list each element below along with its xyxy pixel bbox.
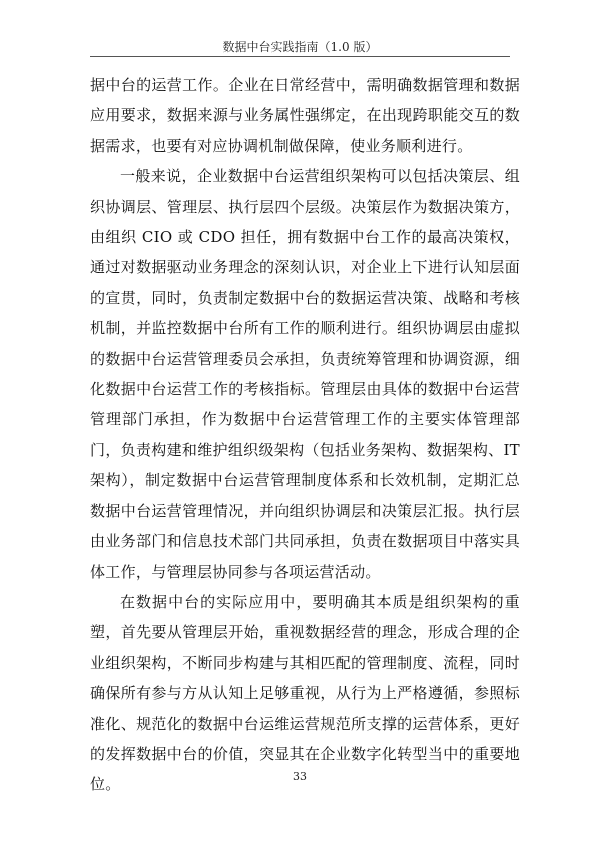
paragraph-continuation: 据中台的运营工作。企业在日常经营中，需明确数据管理和数据应用要求，数据来源与业务属性强绑定，在出现跨职能交互的数据需求，也要有对应协调机制做保障，使业务顺利进行。 (90, 76, 520, 155)
page-number: 33 (293, 770, 307, 783)
header-title: 数据中台实践指南（1.0 版） (222, 40, 378, 54)
paragraph-practical-application: 在数据中台的实际应用中，要明确其本质是组织架构的重塑，首先要从管理层开始，重视数据经营的理念，形成合理的企业组织架构，不断同步构建与其相匹配的管理制度、流程，同时确保所有参与方从认知上足够重视，从行为上严格遵循，参照标准化、规范化的数据中台运维运营规范所支撑的运营体系，更好的发挥数据中台的价值，突显其在企业数字化转型当中的重要地位。 (90, 592, 520, 794)
body-text (90, 70, 520, 800)
paragraph-org-structure: 一般来说，企业数据中台运营组织架构可以包括决策层、组织协调层、管理层、执行层四个层级。决策层作为数据决策方，由组织 CIO 或 CDO 担任，拥有数据中台工作的最高决策权，通过对数据驱动业务理念的深刻认识，对企业上下进行认知层面的宣贯，同时，负责制定数据中台的数据运营决策、战略和考核机制，并监控数据中台所有工作的顺利进行。组织协调层由虚拟的数据中台运营管理委员会承担，负责统筹管理和协调资源，细化数据中台运营工作的考核指标。管理层由具体的数据中台运营管理部门承担，作为数据中台运营管理工作的主要实体管理部门，负责构建和维护组织级架构（包括业务架构、数据架构、IT 架构），制定数据中台运营管理制度体系和长效机制，定期汇总数据中台运营管理情况，并向组织协调层和决策层汇报。执行层由业务部门和信息技术部门共同承担，负责在数据项目中落实具体工作，与管理层协同参与各项运营活动。 (90, 167, 520, 581)
header-rule (90, 56, 510, 57)
